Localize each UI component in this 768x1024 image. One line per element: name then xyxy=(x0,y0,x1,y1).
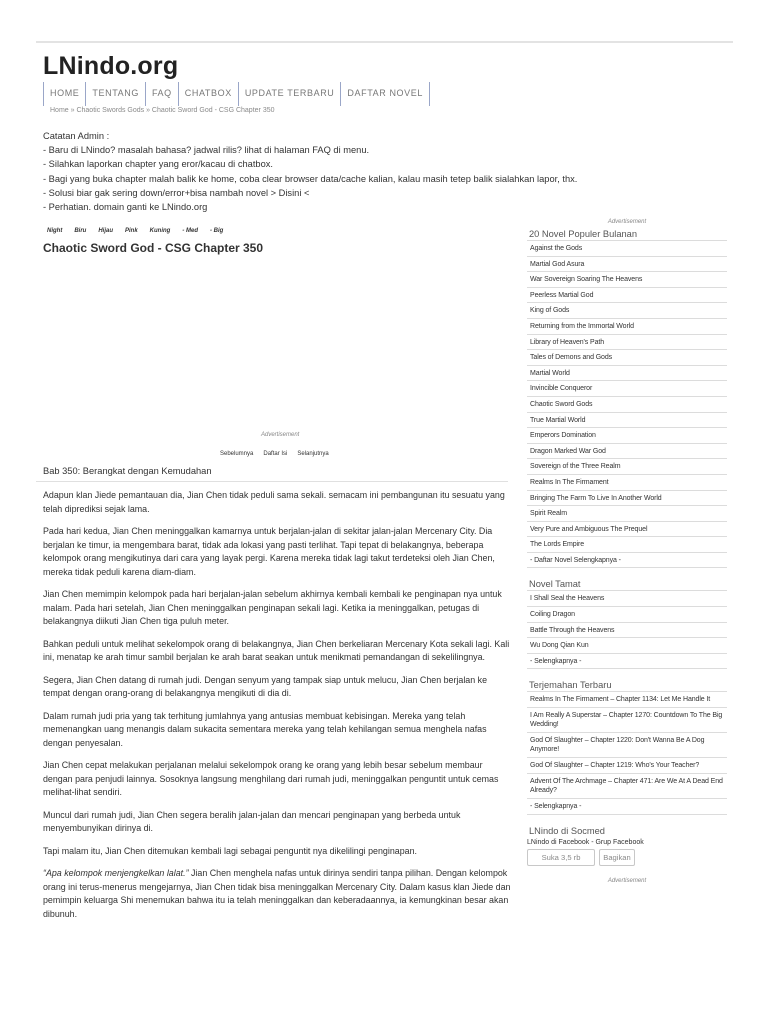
finished-novel-link[interactable]: Coiling Dragon xyxy=(527,607,727,623)
all-novels-link[interactable]: - Daftar Novel Selengkapnya - xyxy=(527,553,727,569)
paragraph: Jian Chen memimpin kelompok pada hari berjalan-jalan sebelum akhirnya kembali kembali ke penginapan nya untuk malam. Pada hari setelah, Jian Chen meninggalkan penginapan sekali lagi. Ketika ia meninggalkan, petugas di belakangnya diikuti Jian Chen tiga puluh meter. xyxy=(43,589,502,627)
admin-note: - Baru di LNindo? masalah bahasa? jadwal rilis? lihat di halaman FAQ di menu. xyxy=(43,145,370,156)
site-title[interactable]: LNindo.org xyxy=(43,52,179,80)
latest-translation-link[interactable]: I Am Really A Superstar – Chapter 1270: Countdown To The Big Wedding! xyxy=(527,708,727,733)
latest-translation-link[interactable]: God Of Slaughter – Chapter 1220: Don't Wanna Be A Dog Anymore! xyxy=(527,733,727,758)
paragraph: Tapi malam itu, Jian Chen ditemukan kembali lagi sebagai penguntit nya dikelilingi penginapan. xyxy=(43,845,417,856)
nav-faq[interactable]: FAQ xyxy=(145,82,178,106)
paragraph: Muncul dari rumah judi, Jian Chen segera beralih jalan-jalan dan mencari penginapan yang berbeda untuk menyembunyikan dirinya di. xyxy=(43,809,461,834)
popular-novel-link[interactable]: Returning from the Immortal World xyxy=(527,319,727,335)
chapter-heading: Bab 350: Berangkat dengan Kemudahan xyxy=(43,466,212,476)
admin-note: - Perhatian. domain ganti ke LNindo.org xyxy=(43,202,208,213)
style-night-link[interactable]: Night xyxy=(47,228,63,234)
table-of-contents-link[interactable]: Daftar Isi xyxy=(263,451,288,457)
paragraph: Jian Chen cepat melakukan perjalanan melalui sekelompok orang ke orang yang lebih besar sebelum membaur dengan para penjudi lainnya. Sosoknya langsung menghilang dari rumah judi, meninggalkan penguntit untuk cemas melihat-lihat sendiri. xyxy=(43,760,499,798)
finished-novels-title: Novel Tamat xyxy=(527,577,727,591)
socmed-title: LNindo di Socmed xyxy=(529,826,605,837)
latest-more-link[interactable]: - Selengkapnya - xyxy=(527,799,727,815)
popular-novel-link[interactable]: Realms In The Firmament xyxy=(527,475,727,491)
paragraph: Bahkan peduli untuk melihat sekelompok orang di belakangnya, Jian Chen berkeliaran Mercenary Kota sekali lagi. Kali ini, menatap ke arah timur sambil berjalan ke arah barat seakan untuk menikmati pemandangan di sekelilingnya. xyxy=(43,638,510,663)
admin-note: - Bagi yang buka chapter malah balik ke home, coba clear browser data/cache kalian, kalau masih tetep balik sialahkan lapor, thx. xyxy=(43,173,578,184)
admin-heading: Catatan Admin : xyxy=(43,131,110,141)
latest-translation-link[interactable]: God Of Slaughter – Chapter 1219: Who's Your Teacher? xyxy=(527,758,727,774)
latest-translation-link[interactable]: Advent Of The Archmage – Chapter 471: Are We At A Dead End Already? xyxy=(527,774,727,799)
popular-novel-link[interactable]: Martial World xyxy=(527,366,727,382)
popular-novel-link[interactable]: Against the Gods xyxy=(527,241,727,257)
admin-note: - Silahkan laporkan chapter yang eror/kacau di chatbox. xyxy=(43,159,273,170)
popular-novel-link[interactable]: Library of Heaven's Path xyxy=(527,335,727,351)
finished-novel-link[interactable]: I Shall Seal the Heavens xyxy=(527,591,727,607)
latest-translations-list xyxy=(527,692,727,815)
header-divider xyxy=(36,41,733,43)
chapter-nav xyxy=(220,451,329,457)
popular-novel-link[interactable]: Tales of Demons and Gods xyxy=(527,350,727,366)
reading-style-links xyxy=(47,228,223,234)
paragraph: Segera, Jian Chen datang di rumah judi. Dengan senyum yang tampak siap untuk melucu, Jian Chen berjalan ke tempat dengan orang-orang di belakangnya mengikuti di dia di. xyxy=(43,674,488,699)
popular-novels-list xyxy=(527,241,727,568)
facebook-like-button[interactable]: Suka 3,5 rb xyxy=(527,849,595,866)
paragraph: Pada hari kedua, Jian Chen meninggalkan kamarnya untuk berjalan-jalan di sekitar jalan-jalan Mercenary City. Dia berjalan ke timur, ia mengembara barat, tidak ada lokasi yang pasti terlihat. Tapi tepat di belakangnya, beberapa kelompok orang mengikutinya dari cara yang layak pergi. Karena mereka tidak lagi takut terdeteksi oleh Jian Chen, mereka tidak peduli karena diam-diam. xyxy=(43,525,495,577)
finished-novel-link[interactable]: Battle Through the Heavens xyxy=(527,623,727,639)
font-big-link[interactable]: - Big xyxy=(210,228,224,234)
facebook-share-button[interactable]: Bagikan xyxy=(599,849,635,866)
finished-novels-list xyxy=(527,591,727,669)
style-biru-link[interactable]: Biru xyxy=(74,228,87,234)
popular-novel-link[interactable]: Bringing The Farm To Live In Another World xyxy=(527,491,727,507)
content-advertisement-label: Advertisement xyxy=(261,432,300,438)
popular-novel-link[interactable]: Sovereign of the Three Realm xyxy=(527,459,727,475)
main-nav xyxy=(43,82,430,106)
paragraph: Dalam rumah judi pria yang tak terhitung jumlahnya yang antusias membuat kebisingan. Mereka yang telah memenangkan uang menangis dalam sukacita sementara mereka yang telah kehilangan semua menghela nafas dengan penyesalan. xyxy=(43,710,487,748)
facebook-buttons xyxy=(527,849,727,866)
finished-more-link[interactable]: - Selengkapnya - xyxy=(527,654,727,670)
next-chapter-link[interactable]: Selanjutnya xyxy=(297,451,329,457)
popular-novel-link[interactable]: Martial God Asura xyxy=(527,257,727,273)
quote-text: “Apa kelompok menjengkelkan lalat.” xyxy=(43,868,189,879)
prev-chapter-link[interactable]: Sebelumnya xyxy=(220,451,254,457)
nav-daftar-novel[interactable]: DAFTAR NOVEL xyxy=(340,82,430,106)
popular-novel-link[interactable]: Spirit Realm xyxy=(527,506,727,522)
popular-novel-link[interactable]: King of Gods xyxy=(527,303,727,319)
chapter-title: Chaotic Sword God - CSG Chapter 350 xyxy=(43,241,264,255)
paragraph xyxy=(43,867,511,921)
popular-novel-link[interactable]: True Martial World xyxy=(527,413,727,429)
admin-notes xyxy=(43,129,577,214)
nav-chatbox[interactable]: CHATBOX xyxy=(178,82,238,106)
style-hijau-link[interactable]: Hijau xyxy=(98,228,113,234)
sidebar xyxy=(527,219,727,884)
style-pink-link[interactable]: Pink xyxy=(125,228,138,234)
popular-novel-link[interactable]: Dragon Marked War God xyxy=(527,444,727,460)
popular-novel-link[interactable]: Very Pure and Ambiguous The Prequel xyxy=(527,522,727,538)
latest-translations-title: Terjemahan Terbaru xyxy=(527,678,727,692)
chapter-content xyxy=(43,489,511,930)
content-divider xyxy=(36,481,508,482)
sidebar-bottom-advertisement-label: Advertisement xyxy=(607,878,647,885)
sidebar-advertisement-label: Advertisement xyxy=(607,219,647,225)
nav-update-terbaru[interactable]: UPDATE TERBARU xyxy=(238,82,341,106)
popular-novel-link[interactable]: Invincible Conqueror xyxy=(527,381,727,397)
finished-novel-link[interactable]: Wu Dong Qian Kun xyxy=(527,638,727,654)
facebook-links[interactable]: LNindo di Facebook - Grup Facebook xyxy=(527,839,644,847)
popular-novel-link[interactable]: War Sovereign Soaring The Heavens xyxy=(527,272,727,288)
style-kuning-link[interactable]: Kuning xyxy=(149,228,171,234)
nav-home[interactable]: HOME xyxy=(43,82,85,106)
popular-novel-link[interactable]: Chaotic Sword Gods xyxy=(527,397,727,413)
popular-novel-link[interactable]: Emperors Domination xyxy=(527,428,727,444)
nav-tentang[interactable]: TENTANG xyxy=(85,82,145,106)
font-medium-link[interactable]: - Med xyxy=(182,228,199,234)
popular-novel-link[interactable]: Peerless Martial God xyxy=(527,288,727,304)
popular-novels-title: 20 Novel Populer Bulanan xyxy=(527,227,727,241)
breadcrumb[interactable]: Home » Chaotic Swords Gods » Chaotic Sword God - CSG Chapter 350 xyxy=(50,107,275,114)
admin-note[interactable]: - Solusi biar gak sering down/error+bisa nambah novel > Disini < xyxy=(43,187,310,198)
popular-novel-link[interactable]: The Lords Empire xyxy=(527,537,727,553)
latest-translation-link[interactable]: Realms In The Firmament – Chapter 1134: Let Me Handle It xyxy=(527,692,727,708)
paragraph-text: Jian Chen menghela nafas untuk dirinya sendiri tanpa pilihan. Dengan kelompok orang ini terus-menerus mengejarnya, Jian Chen tidak bisa meninggalkan Mercenary City. Dalam kasus klan Jiede dan pemimpin keluarga Shi menemukan bahwa itu ia telah meninggalkan dan keberadaannya, ia kemungkinan besar akan dibunuh. xyxy=(43,868,511,920)
paragraph: Adapun klan Jiede pemantauan dia, Jian Chen tidak peduli sama sekali. semacam ini pembangunan itu sesuatu yang telah diprediksi sejak lama. xyxy=(43,490,505,514)
